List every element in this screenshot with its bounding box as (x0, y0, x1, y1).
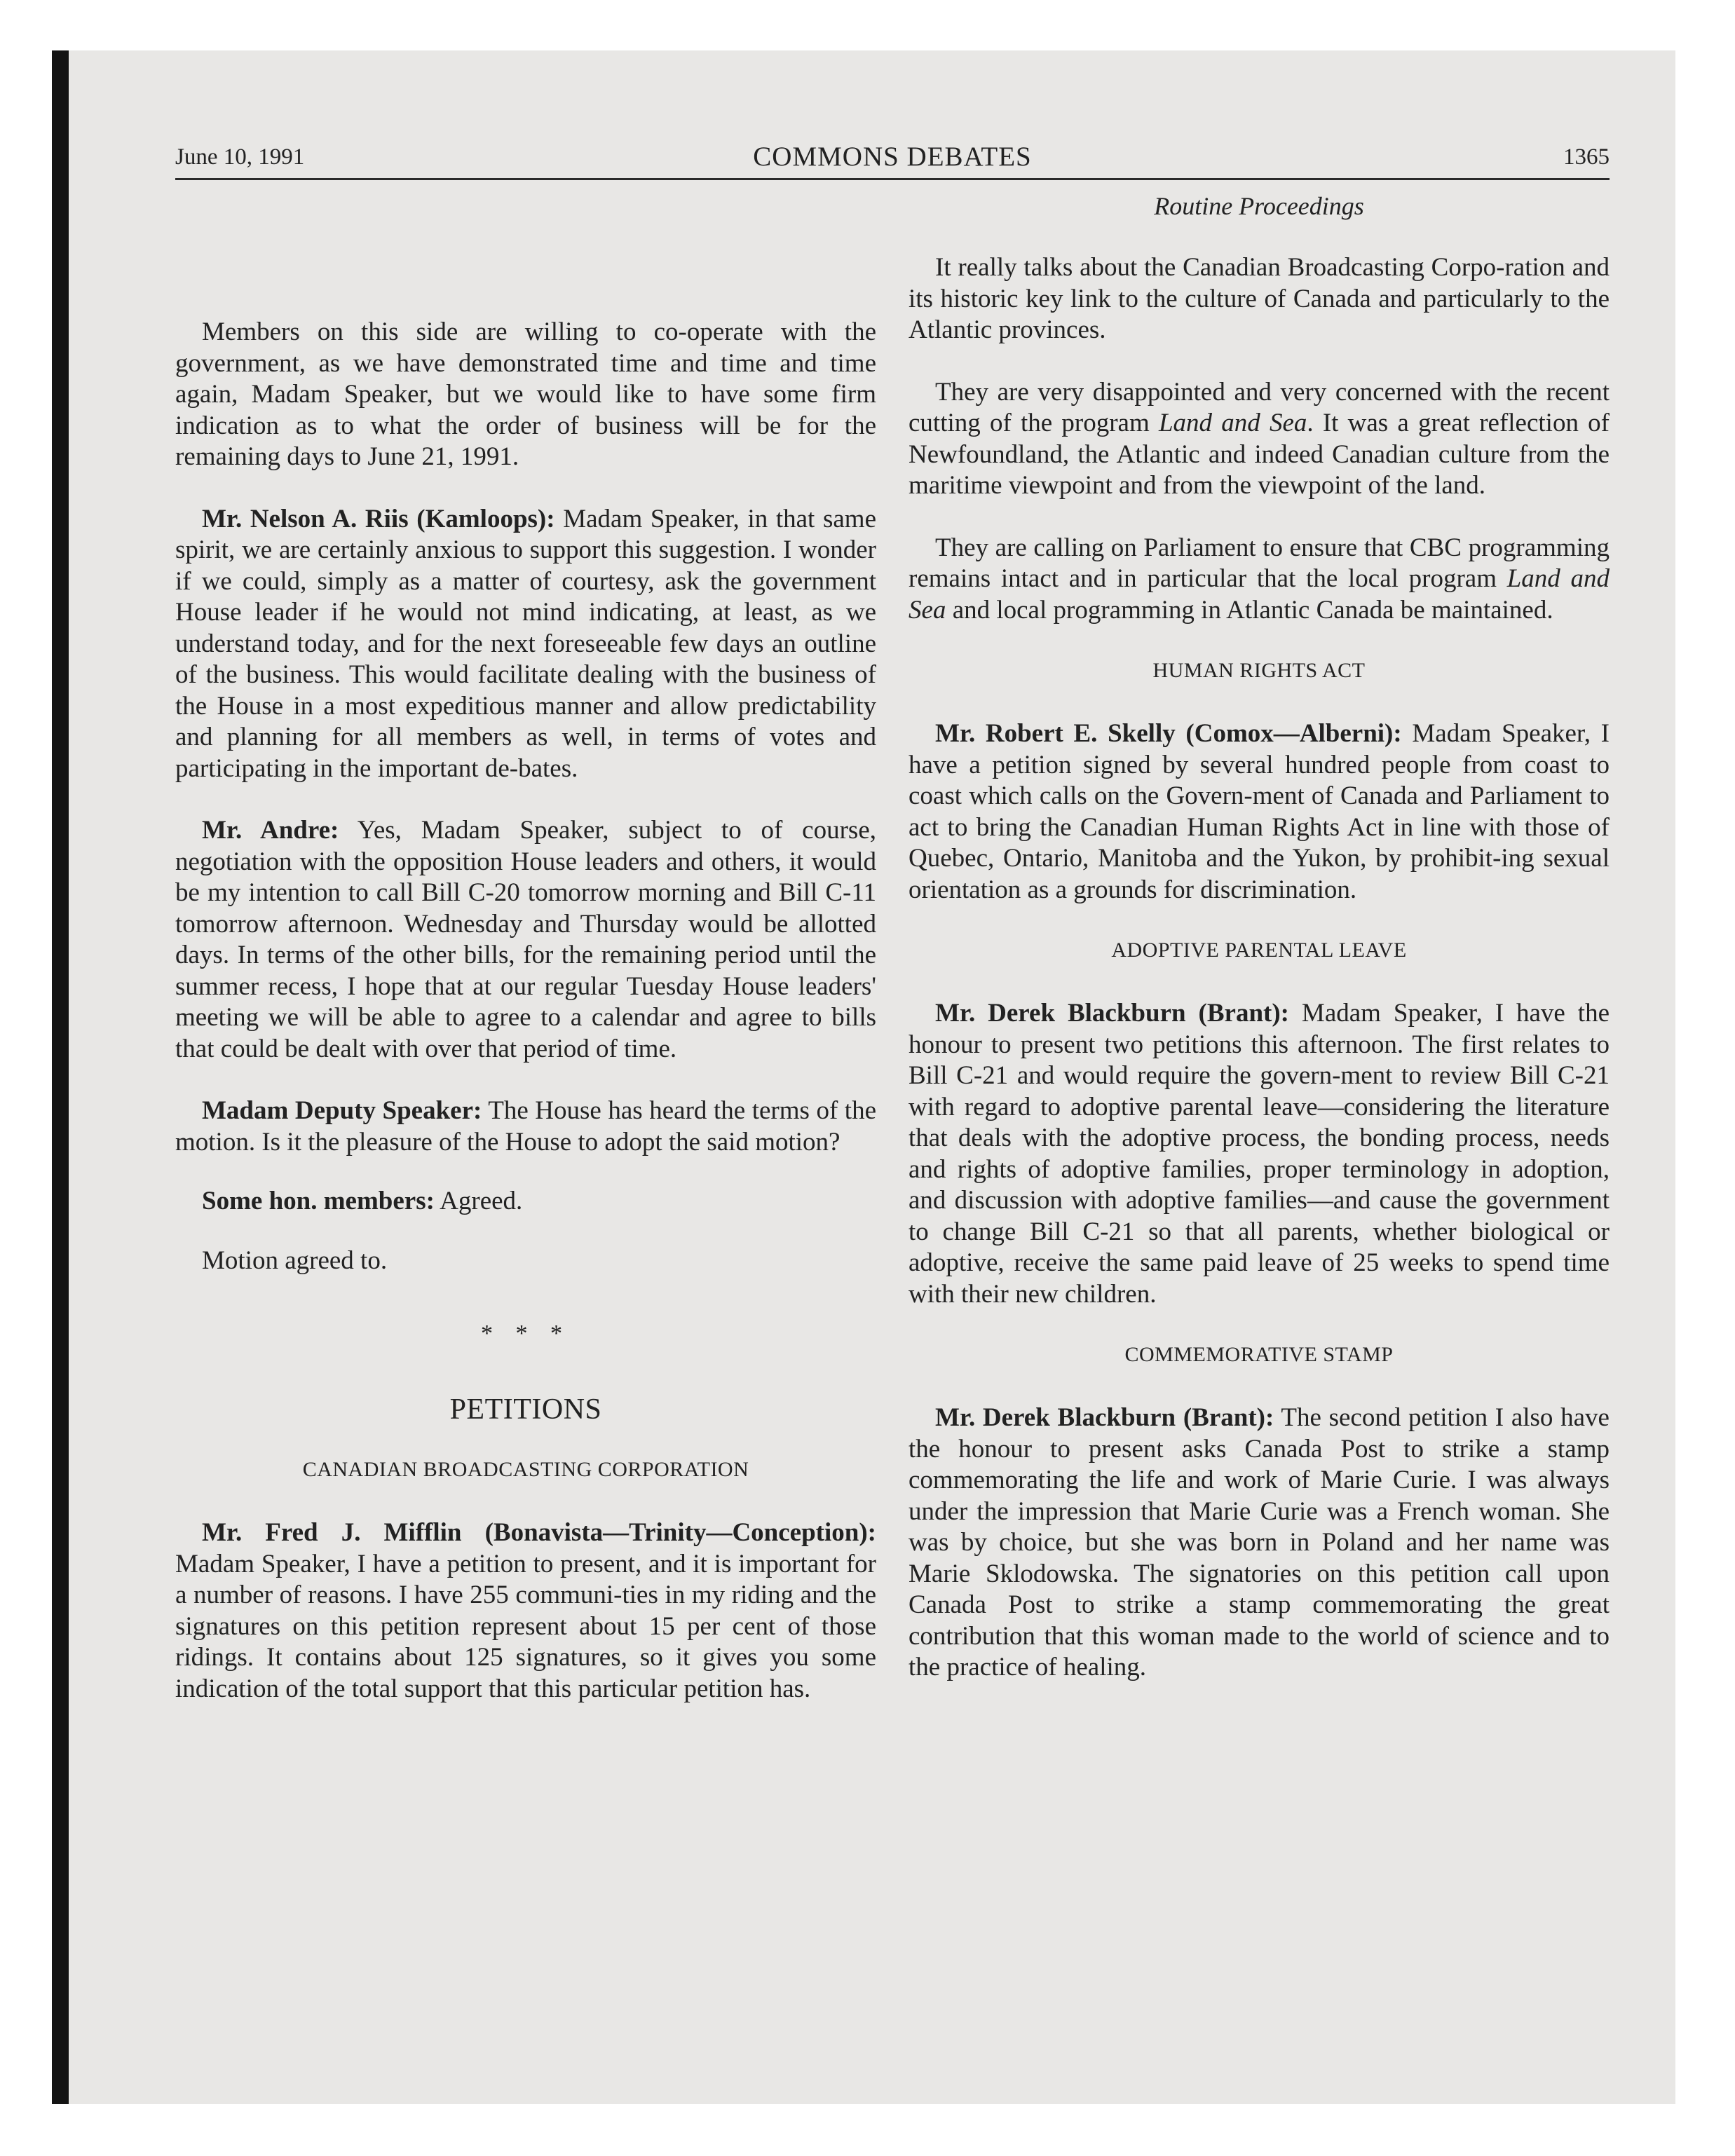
speech-paragraph (175, 1186, 876, 1217)
paragraph-text: They are very disappointed and very concerned with the recent cutting of the program (909, 377, 1610, 437)
speaker-name: Mr. Nelson A. Riis (Kamloops): (202, 504, 555, 533)
header-title: COMMONS DEBATES (753, 142, 1032, 172)
speaker-name: Madam Deputy Speaker: (202, 1096, 482, 1125)
speaker-name: Mr. Robert E. Skelly (Comox—Alberni): (935, 719, 1402, 748)
speaker-name: Mr. Derek Blackburn (Brant): (935, 1403, 1274, 1432)
paragraph: Motion agreed to. (202, 1246, 388, 1275)
speech-text: Agreed. (434, 1187, 523, 1215)
speech-paragraph (909, 718, 1610, 906)
subheading: HUMAN RIGHTS ACT (1152, 659, 1366, 682)
subheading: ADOPTIVE PARENTAL LEAVE (1111, 939, 1407, 962)
program-title: Land and Sea (909, 564, 1610, 625)
speech-text: Madam Speaker, I have a petition to present, and it is important for a number of reasons. I have 255 communi-ties in my riding and the signatures on this petition represent about 15 per cent of those ridings. It contains about 125 signatures, so it gives you some indication of the total support that this particular petition has. (175, 1549, 876, 1703)
speaker-name: Mr. Derek Blackburn (Brant): (935, 999, 1289, 1028)
speaker-name: Some hon. members: (202, 1187, 435, 1215)
paragraph-text: . It was a great reflection of Newfoundland, the Atlantic and indeed Canadian culture from the maritime viewpoint and from the viewpoint of the land. (909, 409, 1610, 500)
page-content (52, 50, 1675, 2104)
header-page-number: 1365 (1563, 144, 1610, 170)
program-title: Land and Sea (1158, 409, 1307, 437)
header-date: June 10, 1991 (175, 144, 305, 170)
paragraph (909, 533, 1610, 627)
paragraph (909, 377, 1610, 502)
speech-paragraph (909, 1403, 1610, 1684)
left-column (175, 317, 876, 1705)
paragraph-text: They are calling on Parliament to ensure that CBC programming remains intact and in particular that the local program (909, 533, 1610, 593)
subheading: CANADIAN BROADCASTING CORPORATION (302, 1458, 749, 1481)
running-head: Routine Proceedings (1154, 192, 1364, 220)
section-separator: * * * (481, 1321, 571, 1346)
speech-text: The second petition I also have the honour to present asks Canada Post to strike a stamp commemorating the life and work of Marie Curie. I was always under the impression that Marie Curie was a French woman. She was by choice, but she was born in Poland and her name was Marie Sklodowska. The signatories on this petition call upon Canada Post to strike a stamp commemorating the great contribution that this woman made to the world of science and to the practice of healing. (909, 1403, 1610, 1681)
speaker-name: Mr. Fred J. Mifflin (Bonavista—Trinity—Conception): (202, 1518, 876, 1547)
section-title: PETITIONS (449, 1393, 602, 1426)
speech-paragraph (175, 1096, 876, 1158)
speech-paragraph (175, 1517, 876, 1705)
header-rule (175, 178, 1610, 180)
scanned-page (52, 50, 1675, 2104)
paragraph-text: and local programming in Atlantic Canada be maintained. (946, 595, 1553, 625)
paragraph: Members on this side are willing to co-operate with the government, as we have demonstrated time and time and time again, Madam Speaker, but we would like to have some firm indication as to what the order of business will be for the remaining days to June 21, 1991. (175, 318, 876, 471)
speech-text: Madam Speaker, I have a petition signed by several hundred people from coast to coast which calls on the Govern-ment of Canada and Parliament to act to bring the Canadian Human Rights Act in line with those of Quebec, Ontario, Manitoba and the Yukon, by prohibit-ing sexual orientation as a grounds for discrimination. (909, 719, 1610, 904)
speech-paragraph (175, 504, 876, 785)
right-column (909, 191, 1610, 1684)
speech-text: Madam Speaker, in that same spirit, we are certainly anxious to support this suggestion. I wonder if we could, simply as a matter of courtesy, ask the government House leader if he would not mind indicating, at least, as we understand today, and for the next foreseeable few days an outline of the business. This would facilitate dealing with the business of the House in a most expeditious manner and allow predictability and planning for all members as well, in terms of votes and participating in the important de-bates. (175, 504, 876, 783)
speech-text: Madam Speaker, I have the honour to present two petitions this afternoon. The first relates to Bill C-21 and would require the govern-ment to review Bill C-21 with regard to adoptive parental leave—considering the literature that deals with the adoptive process, the bonding process, needs and rights of adoptive families, proper terminology in adoption, and discussion with adoptive families—and cause the government to change Bill C-21 so that all parents, whether biological or adoptive, receive the same paid leave of 25 weeks to spend time with their new children. (909, 999, 1610, 1309)
subheading: COMMEMORATIVE STAMP (1124, 1343, 1394, 1366)
paragraph: It really talks about the Canadian Broadcasting Corpo-ration and its historic key link to the culture of Canada and particularly to the Atlantic provinces. (909, 253, 1610, 344)
speech-text: Yes, Madam Speaker, subject to of course, negotiation with the opposition House leaders and others, it would be my intention to call Bill C-20 tomorrow morning and Bill C-11 tomorrow afternoon. Wednesday and Thursday would be allotted days. In terms of the other bills, for the remaining period until the summer recess, I hope that at our regular Tuesday House leaders' meeting we will be able to agree to a calendar and agree to bills that could be dealt with over that period of time. (175, 816, 876, 1063)
speech-paragraph (175, 815, 876, 1065)
speech-text: The House has heard the terms of the motion. Is it the pleasure of the House to adopt the said motion? (175, 1096, 877, 1157)
speech-paragraph (909, 998, 1610, 1310)
speaker-name: Mr. Andre: (202, 816, 339, 845)
